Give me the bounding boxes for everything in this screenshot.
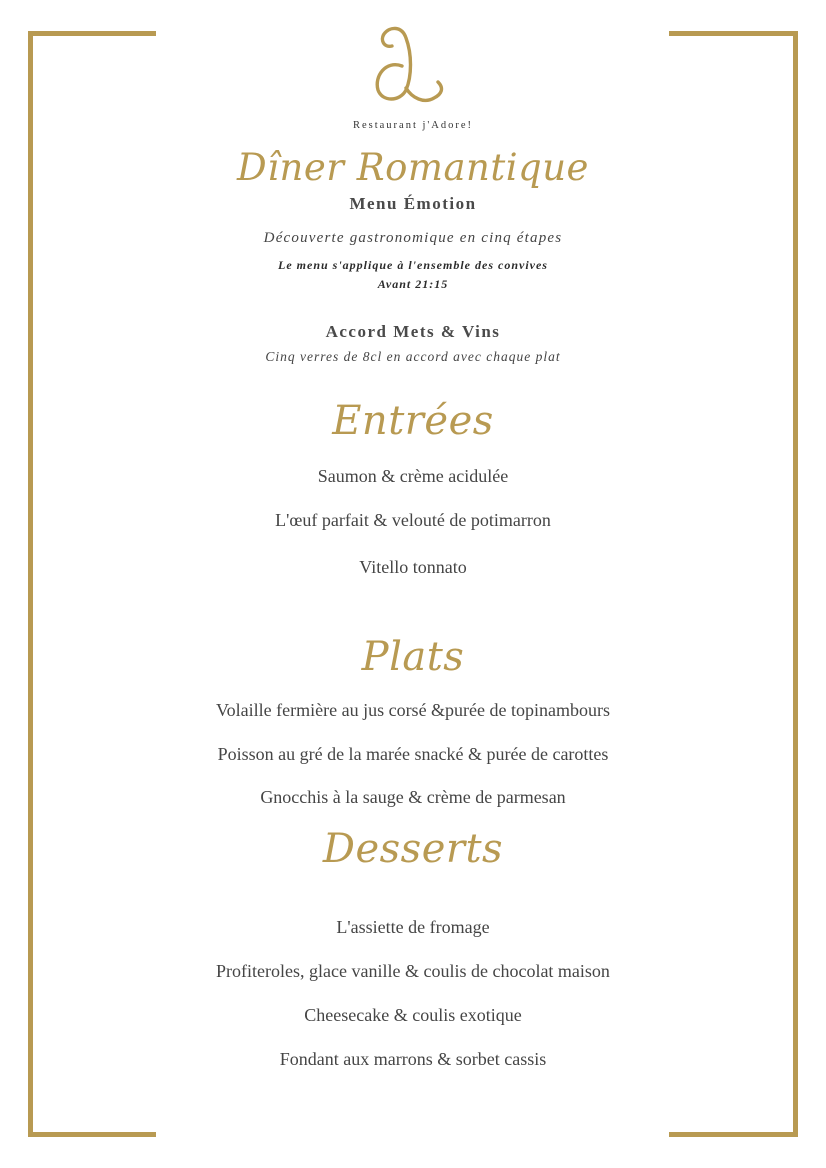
menu-subtitle: Découverte gastronomique en cinq étapes — [263, 230, 563, 246]
frame-top-right — [669, 31, 798, 36]
restaurant-name: Restaurant j'Adore! — [352, 120, 474, 131]
dish-item: Poisson au gré de la marée snacké & purée de carottes — [217, 744, 609, 764]
dish-item: Gnocchis à la sauge & crème de parmesan — [260, 787, 566, 807]
dish-item: Volaille fermière au jus corsé &purée de topinambours — [215, 700, 611, 720]
menu-name: Menu Émotion — [349, 194, 477, 213]
dish-item: Cheesecake & coulis exotique — [304, 1005, 522, 1025]
section-title-desserts: Desserts — [322, 826, 504, 872]
monogram-a-heart-icon — [368, 18, 452, 104]
dish-item: Fondant aux marrons & sorbet cassis — [279, 1049, 547, 1069]
section-title-entrees: Entrées — [332, 398, 494, 444]
frame-top-left — [28, 31, 156, 36]
dish-item: Vitello tonnato — [359, 557, 467, 577]
menu-title: Dîner Romantique — [237, 146, 589, 189]
wine-pairing-title: Accord Mets & Vins — [325, 322, 501, 341]
dish-item: L'œuf parfait & velouté de potimarron — [275, 510, 551, 530]
frame-bottom-left — [28, 1132, 156, 1137]
dish-item: Profiteroles, glace vanille & coulis de chocolat maison — [216, 961, 610, 981]
dish-item: Saumon & crème acidulée — [317, 466, 509, 486]
menu-note-convives: Le menu s'applique à l'ensemble des convives — [278, 258, 548, 272]
dish-item: L'assiette de fromage — [336, 917, 490, 937]
wine-pairing-description: Cinq verres de 8cl en accord avec chaque plat — [265, 349, 561, 364]
section-title-plats: Plats — [361, 634, 465, 680]
menu-note-time: Avant 21:15 — [377, 277, 449, 291]
frame-bottom-right — [669, 1132, 798, 1137]
